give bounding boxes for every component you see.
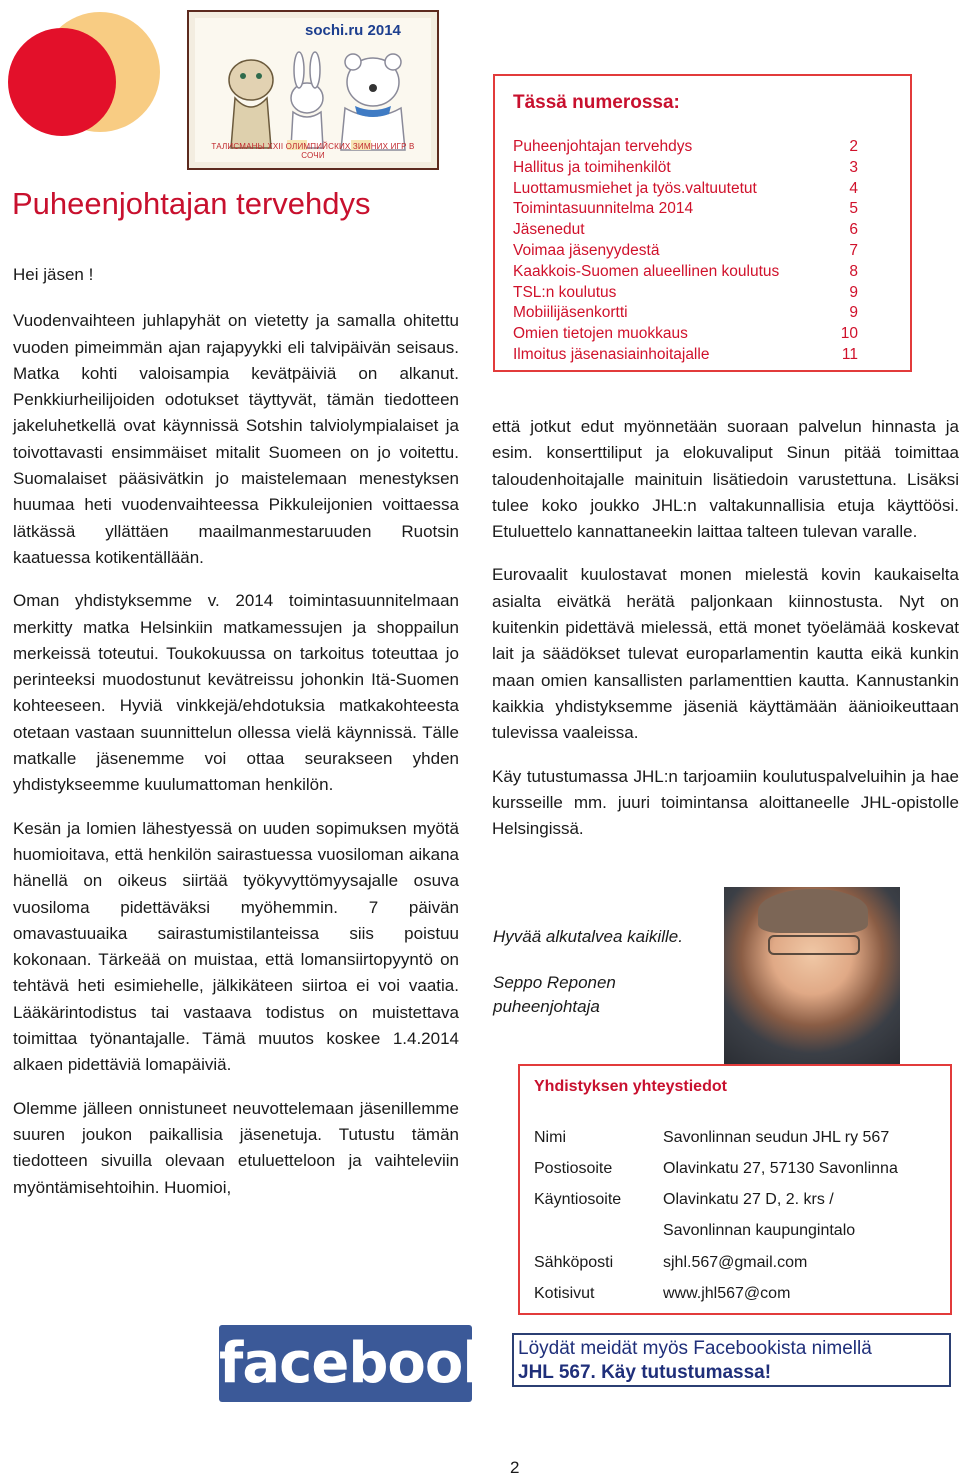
toc-item-page: 10: [840, 325, 858, 343]
toc-item: [513, 158, 858, 179]
toc-item: [513, 345, 858, 366]
toc-item: [513, 324, 858, 345]
toc-item-label: Kaakkois-Suomen alueellinen koulutus: [513, 262, 780, 280]
toc-item: [513, 220, 858, 241]
toc-item-label: Voimaa jäsenyydestä: [513, 241, 660, 259]
chairman-photo: [724, 887, 900, 1065]
right-column: [492, 414, 959, 859]
sochi-stamp-image: [187, 10, 439, 170]
toc-item-page: 11: [841, 345, 858, 363]
toc-list: [513, 137, 858, 366]
mascots-illustration: [195, 18, 431, 162]
signature-name: Seppo Reponen: [493, 973, 616, 992]
signature: [493, 925, 683, 1019]
toc-item-page: 2: [849, 138, 858, 155]
page-number: 2: [510, 1458, 520, 1477]
toc-item-page: 5: [849, 200, 858, 218]
page-title: Puheenjohtajan tervehdys: [12, 186, 371, 221]
toc-item: [513, 283, 858, 304]
toc-box: [493, 74, 912, 372]
toc-item-label: Puheenjohtajan tervehdys: [513, 138, 693, 155]
contact-value: Savonlinnan seudun JHL ry 567: [663, 1129, 890, 1146]
toc-item-page: 7: [849, 241, 858, 259]
stamp-brand: sochi.ru 2014: [305, 22, 401, 39]
left-column: [13, 262, 459, 1218]
contact-value: Olavinkatu 27, 57130 Savonlinna: [663, 1160, 898, 1177]
photo-glasses: [768, 935, 860, 955]
signature-greeting: Hyvää alkutalvea kaikille.: [493, 927, 683, 946]
toc-item: [513, 262, 858, 283]
toc-item-page: 4: [849, 179, 858, 197]
contact-value: Savonlinnan kaupungintalo: [663, 1222, 856, 1239]
facebook-note-line1: Löydät meidät myös Facebookista nimellä: [518, 1338, 872, 1359]
facebook-logo[interactable]: facebook: [219, 1325, 472, 1402]
toc-item: [513, 179, 858, 200]
toc-item-label: Ilmoitus jäsenasiainhoitajalle: [513, 345, 710, 363]
contact-box: [518, 1064, 952, 1315]
paragraph: Kesän ja lomien lähestyessä on uuden sopimuksen myötä huomioitava, että henkilön sairastuessa vuosiloman aikana hänellä on oikeus siirtää työkyvyttömyysajalle osuva vuosiloma pidettäväksi myöhemmin. 7 päivän omavastuuaika sairastumistilanteissa siis poistuu kokonaan. Tärkeää on muistaa, että lomansiirtopyyntö on tehtävä heti esimiehelle, jälkikäteen siirtoa ei voi vaatia. Lääkärintodistus tai vastaava todistus on muistettava toimittaa työnantajalle. Tämä muutos koskee 1.4.2014 alkaen pidettäviä lomapäiviä.: [13, 818, 459, 1075]
toc-item-page: 9: [849, 304, 858, 322]
contact-value: Olavinkatu 27 D, 2. krs /: [663, 1191, 834, 1208]
paragraph: Olemme jälleen onnistuneet neuvottelemaan jäsenillemme suuren joukon paikallisia jäsenetuja. Tutustu tämän tiedotteen sivuilla olevaan etuluetteloon ja vaihteleviin myöntämisehtoihin. Huomioi,: [13, 1098, 459, 1197]
toc-item-label: Hallitus ja toimihenkilöt: [513, 158, 671, 176]
toc-item-label: Jäsenedut: [513, 221, 585, 239]
contact-label: Kotisivut: [534, 1285, 595, 1302]
paragraph: Vuodenvaihteen juhlapyhät on vietetty ja samalla ohitettu vuoden pimeimmän ajan rajapyykki eli talvipäivän seisaus. Matka kohti valoisampia kevätpäiviä on alkanut. Penkkiurheilijoiden odotukset täyttyvät, tämän tiedotteen jakeluhetkellä ovat käynnissä Sotshin talviolympialaiset ja toivottavasti ensimmäiset mitalit Suomeen on jo voitettu. Suomalaiset pääsivätkin jo maistelemaan menestyksen huumaa heti vuodenvaihteessa Pikkuleijonien voittaessa lätkässä yllättäen maailmanmestaruuden Ruotsin kaatuessa kotikentällään.: [13, 311, 459, 567]
signature-role: puheenjohtaja: [493, 997, 600, 1016]
stamp-caption: ТАЛИСМАНЫ XXII ОЛИМПИЙСКИХ ЗИМНИХ ИГР В СОЧИ: [211, 142, 415, 160]
toc-item: [513, 137, 858, 158]
photo-hair: [758, 889, 868, 933]
contact-label: Käyntiosoite: [534, 1191, 622, 1208]
paragraph: Oman yhdistyksemme v. 2014 toimintasuunnitelmaan merkitty matka Helsinkiin matkamessujen ja shoppailun merkeissä toteutui. Toukokuussa on tarkoitus toteuttaa jo perinteeksi muodostunut kevätreissu johonkin Itä-Suomen kohteeseen. Hyviä vinkkejä/ehdotuksia matkakohteesta otetaan vastaan suunnittelun ollessa vielä käynnissä. Tälle matkalle jäsenemme voi ottaa seurakseen yhden yhdistykseemme kuulumattoman henkilön.: [13, 591, 459, 795]
toc-item-label: Luottamusmiehet ja työs.valtuutetut: [513, 179, 757, 197]
toc-item-label: TSL:n koulutus: [513, 283, 617, 301]
paragraph: Käy tutustumassa JHL:n tarjoamiin koulutuspalveluihin ja hae kursseille mm. juuri toimintansa aloittaneelle JHL-opistolle Helsingissä.: [492, 766, 959, 839]
paragraph: Eurovaalit kuulostavat monen mielestä kovin kaukaiselta asialta eivätkä herätä paljonkaan kiinnostusta. Nyt on kuitenkin pidettävä mielessä, että monet työelämää koskevat lait ja säädökset tulevat europarlamentin kautta eikä kunkin maan omien kansallisten parlamenttien kautta. Kannustankin kaikkia yhdistyksemme jäseniä käyttämään äänioikeuttaan tulevissa vaaleissa.: [492, 565, 959, 743]
toc-item: [513, 303, 858, 324]
paragraph: että jotkut edut myönnetään suoraan palvelun hinnasta ja esim. konserttiliput ja elokuvaliput Sinun pitää toimittaa taloudenhoitajalle mainituin lisätiedoin varustettuna. Lisäksi tulee koko joukko JHL:n valtakunnallisia etuja käyttöösi. Etuluettelo kannattaneekin laittaa talteen tulevan varalle.: [492, 417, 959, 542]
contact-label: Sähköposti: [534, 1254, 614, 1271]
contact-heading: Yhdistyksen yhteystiedot: [534, 1078, 727, 1095]
toc-item-label: Mobiilijäsenkortti: [513, 304, 628, 322]
facebook-note: [512, 1333, 951, 1387]
contact-website[interactable]: www.jhl567@com: [663, 1285, 791, 1302]
toc-item-label: Omien tietojen muokkaus: [513, 325, 688, 343]
toc-item-page: 9: [849, 283, 858, 301]
toc-item-page: 6: [849, 221, 858, 239]
toc-item-label: Toimintasuunnitelma 2014: [513, 200, 694, 218]
facebook-note-line2: JHL 567. Käy tutustumassa!: [518, 1362, 772, 1383]
toc-heading: Tässä numerossa:: [513, 92, 680, 113]
contact-label: Postiosoite: [534, 1160, 613, 1177]
toc-item-page: 8: [849, 262, 858, 280]
toc-item-page: 3: [849, 158, 858, 176]
toc-item: [513, 241, 858, 262]
greeting: Hei jäsen !: [13, 265, 94, 284]
contact-label: Nimi: [534, 1129, 566, 1146]
toc-item: [513, 199, 858, 220]
logo-red-circle: [8, 28, 116, 136]
contact-email[interactable]: sjhl.567@gmail.com: [663, 1254, 808, 1271]
